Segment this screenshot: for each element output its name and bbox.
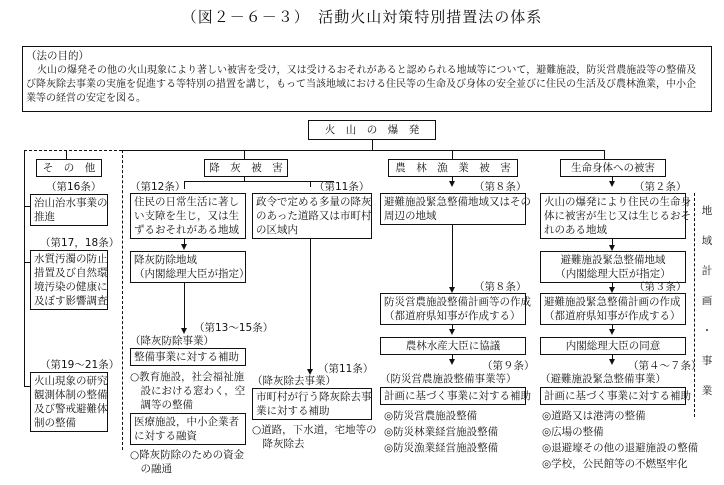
- box-text: 避難施設緊急整備計画の作成: [544, 296, 681, 308]
- box-text: 火山現象の研究: [34, 375, 108, 387]
- other-box-2: [30, 250, 108, 310]
- box-text: 境汚染の健康に: [34, 281, 108, 293]
- list-item: ◎道路又は港湾の整備: [542, 410, 646, 422]
- diagram-title: （図２－６－３） 活動火山対策特別措置法の体系: [181, 8, 543, 26]
- project-label: （避難施設緊急整備事業）: [540, 373, 666, 385]
- ash-box-road: [252, 193, 372, 239]
- box-text: 業に対する補助: [256, 405, 330, 417]
- list-item: ◎防災漁業経営施設整備: [384, 442, 499, 454]
- box-text: 計画に基づく事業に対する補助: [544, 390, 691, 402]
- box-text: 治山治水事業の: [34, 197, 108, 209]
- box-text: 市町村が行う降灰除去事: [256, 391, 372, 403]
- life-box-consent: [540, 337, 686, 355]
- article-label: （第16条）: [46, 181, 102, 193]
- life-box-designate: [540, 251, 686, 283]
- box-text: （内閣総理大臣が指定）: [134, 268, 250, 280]
- box-text: 措置及び自然環: [34, 267, 108, 279]
- root-node: [308, 120, 436, 140]
- box-text: 観測体制の整備: [34, 389, 108, 401]
- box-text: れのある地域: [544, 224, 607, 236]
- box-text: 農林水産大臣に協議: [405, 340, 501, 352]
- other-box-1: [30, 194, 108, 226]
- list-item: 降灰除去: [252, 438, 305, 450]
- list-item: 設における窓わく，空: [130, 385, 246, 397]
- list-item: ◎防災営農施設整備: [384, 410, 478, 422]
- other-box-3: [30, 372, 108, 432]
- ash-box-area: [130, 251, 250, 283]
- agri-box-plan: [380, 293, 531, 325]
- branch-other: [36, 159, 102, 177]
- list-item: の融通: [130, 463, 172, 475]
- project-label: （降灰防除事業）: [130, 335, 214, 347]
- side-label-char: 計: [701, 265, 713, 277]
- box-text: 水質汚濁の防止: [34, 253, 108, 265]
- box-text: （内閣総理大臣が指定）: [555, 268, 671, 280]
- list-item: ○教育施設，社会福祉施: [130, 371, 245, 383]
- box-text: い支障を生じ，又は生: [134, 210, 239, 222]
- article-label: （第11条）: [314, 181, 370, 193]
- list-item: ◎広場の整備: [542, 426, 604, 438]
- box-text: （都道府県知事が作成する）: [384, 310, 521, 322]
- agri-box-consult: [380, 337, 526, 355]
- box-text: に対する融資: [134, 430, 197, 442]
- box-text: 火山の爆発により住民の生命身: [544, 196, 691, 208]
- box-text: 防災営農施設整備計画等の作成: [384, 296, 531, 308]
- branch-other-label: そ の 他: [42, 162, 96, 174]
- box-text: 内閣総理大臣の同意: [565, 340, 661, 352]
- list-item: ○道路，下水道，宅地等の: [252, 424, 377, 436]
- list-item: 調等の整備: [130, 399, 193, 411]
- purpose-line: 火山の爆発その他の火山現象により著しい被害を受け，又は受けるおそれがあると認められる地域等について，避難施設，防災営農施設等の整備及: [37, 65, 697, 76]
- side-label-char: ・: [701, 325, 713, 337]
- purpose-line: 業等の経営の安定を図る。: [26, 93, 146, 104]
- box-text: 制の整備: [34, 417, 76, 429]
- box-text: のあった道路又は市町村: [256, 210, 372, 222]
- box-text: 避難施設緊急整備地域: [560, 254, 666, 266]
- purpose-heading: （法の目的）: [26, 50, 89, 62]
- box-text: 及ぼす影響調査: [34, 295, 108, 307]
- life-box-plan: [540, 293, 686, 325]
- box-text: 計画に基づく事業に対する補助: [384, 390, 531, 402]
- branch-ashfall: [204, 159, 288, 177]
- list-item: ◎学校，公民館等の不燃堅牢化: [542, 458, 688, 470]
- article-label: （第８条）: [474, 181, 527, 193]
- box-text: 避難施設緊急整備地域又はその: [384, 196, 531, 208]
- article-label: （第２条）: [634, 181, 687, 193]
- list-item: ◎退避壕その他の退避施設の整備: [542, 442, 699, 454]
- side-label-char: 地: [701, 205, 713, 217]
- list-item: ◎防災林業経営施設整備: [384, 426, 499, 438]
- article-label: （第12条）: [130, 181, 186, 193]
- side-label-char: 事: [701, 355, 713, 367]
- article-label: （第４～７条）: [628, 360, 702, 372]
- article-label: （第３条）: [634, 281, 687, 293]
- article-label: （第19～21条）: [40, 359, 120, 371]
- branch-life-label: 生命身体への被害: [571, 162, 655, 174]
- box-text: 周辺の地域: [384, 210, 437, 222]
- purpose-line: び降灰除去事業の実施を促進する等特別の措置を講じ，もって当該地域における住民等の生命及び身体の安全並びに住民の生活及び農林漁業，中小企: [26, 79, 696, 90]
- box-text: 整備事業に対する補助: [134, 351, 239, 363]
- box-text: 住民の日常生活に著し: [134, 196, 239, 208]
- article-label: （第９条）: [482, 360, 535, 372]
- life-box-area: [540, 193, 691, 239]
- branch-agri-label: 農 林 漁 業 被 害: [395, 162, 511, 174]
- ash-box-life: [130, 193, 246, 239]
- ash-box-subsidy: [130, 348, 246, 366]
- project-label: （降灰除去事業）: [252, 375, 336, 387]
- article-label: （第17，18条）: [40, 237, 120, 249]
- list-item: ○降灰防除のための資金: [130, 449, 245, 461]
- box-text: 及び警戒避難体: [34, 403, 108, 415]
- box-text: 体に被害が生じ又は生じるおそ: [544, 210, 691, 222]
- purpose-box: [22, 46, 712, 112]
- branch-life: [560, 159, 666, 177]
- ash-box-loan: [130, 413, 246, 445]
- side-label-char: 画: [701, 295, 713, 307]
- article-label: （第13～15条）: [194, 322, 274, 334]
- box-text: （都道府県知事が作成する）: [544, 310, 681, 322]
- article-label: （第８条）: [474, 281, 527, 293]
- box-text: ずるおそれがある地域: [134, 224, 239, 236]
- agri-box-area: [380, 193, 531, 225]
- ash-box-city: [252, 388, 372, 420]
- box-text: 推進: [34, 211, 55, 223]
- root-label: 火 山 の 爆 発: [324, 124, 420, 136]
- project-label: （防災営農施設整備事業等）: [380, 373, 517, 385]
- life-box-subsidy: [540, 387, 691, 405]
- box-text: 医療施設，中小企業者: [134, 416, 239, 428]
- article-label: （第11条）: [318, 363, 374, 375]
- box-text: の区域内: [256, 224, 298, 236]
- side-label-char: 業: [701, 385, 713, 397]
- branch-ashfall-label: 降 灰 被 害: [209, 162, 283, 174]
- side-label-char: 域: [701, 235, 713, 247]
- branch-agri: [388, 159, 518, 177]
- box-text: 降灰防除地域: [134, 254, 197, 266]
- agri-box-subsidy: [380, 387, 531, 405]
- box-text: 政令で定める多量の降灰: [256, 196, 372, 208]
